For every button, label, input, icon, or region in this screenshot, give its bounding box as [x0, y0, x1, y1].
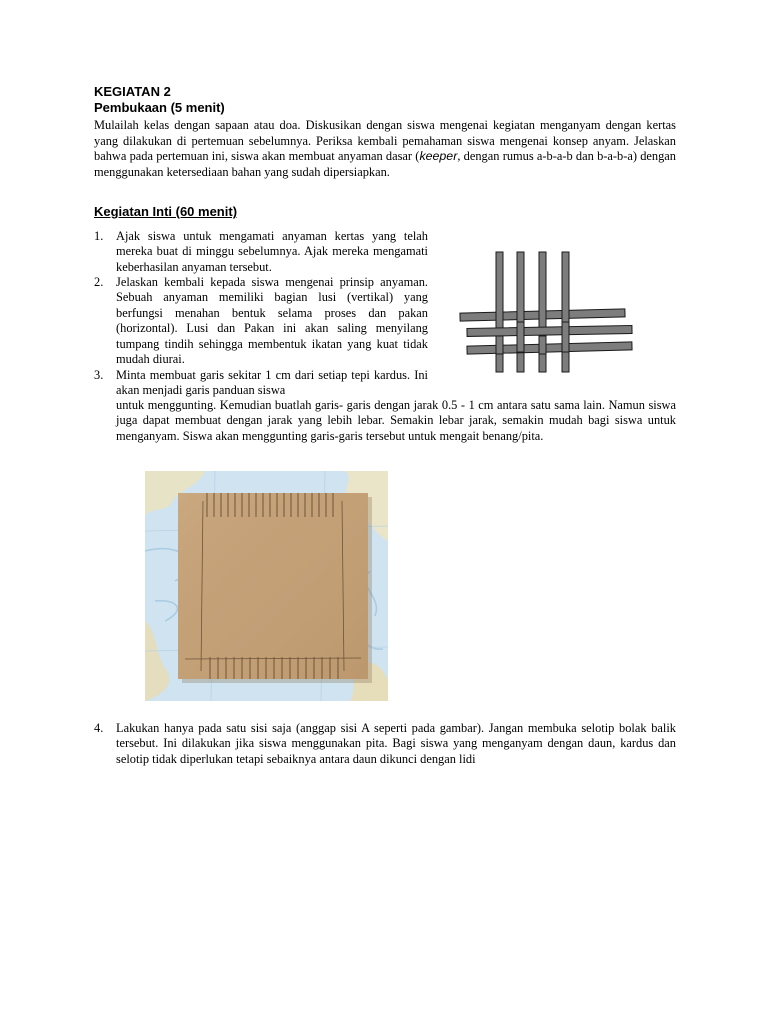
core-title: Kegiatan Inti (60 menit)	[94, 204, 238, 219]
opening-title: Pembukaan (5 menit)	[94, 100, 225, 115]
step-3-text-wide: untuk menggunting. Kemudian buatlah garis- garis dengan jarak 0.5 - 1 cm antara satu sama lain. Namun siswa juga dapat membuat dengan jarak yang lebih lebar. Semakin lebar jarak, semakin mudah bagi siswa untuk menganyam. Siswa akan menggunting garis-garis tersebut untuk mengait benang/pita.	[116, 398, 676, 443]
weave-strip-vertical-top	[517, 322, 524, 352]
intro-italic-term: keeper	[419, 149, 458, 164]
cardboard-inner	[178, 493, 368, 679]
weave-strip-horizontal	[467, 342, 632, 354]
activity-title: KEGIATAN 2	[94, 84, 171, 99]
step-3-text-narrow: Minta membuat garis sekitar 1 cm dari setiap tepi kardus. Ini akan menjadi garis panduan siswa	[116, 368, 428, 398]
cardboard-loom-photo	[145, 471, 388, 701]
step-1-text: Ajak siswa untuk mengamati anyaman kertas yang telah mereka buat di minggu sebelumnya. Ajak mereka mengamati keberhasilan anyaman tersebut.	[116, 229, 428, 274]
weave-strip-vertical-top	[562, 322, 569, 352]
step-4-text: Lakukan hanya pada satu sisi saja (anggap sisi A seperti pada gambar). Jangan membuka selotip bolak balik tersebut. Ini dilakukan jika siswa menggunakan pita. Bagi siswa yang menganyam dengan daun, kardus dan selotip tidak diperlukan tetapi sebaiknya antara daun dikunci dengan lidi	[116, 721, 676, 766]
step-4-number: 4.	[94, 721, 104, 735]
step-2-text: Jelaskan kembali kepada siswa mengenai prinsip anyaman. Sebuah anyaman memiliki bagian lusi (vertikal) yang berfungsi menahan bentuk selama proses dan pakan (horizontal). Lusi dan Pakan ini akan saling menyilang tumpang tindih sehingga membentuk ikatan yang kuat tidak mudah diurai.	[116, 275, 428, 367]
weave-strip-horizontal	[467, 326, 632, 337]
weave-strip-vertical-top	[496, 336, 503, 354]
intro-paragraph	[94, 118, 676, 180]
intro-text-before: Mulailah kelas dengan sapaan atau doa. Diskusikan dengan siswa mengenai kegiatan menganyam dengan kertas yang dilakukan di pertemuan sebelumnya. Periksa kembali pemahaman siswa mengenai konsep anyam. Jelaskan bahwa pada pertemuan ini, siswa akan membuat anyaman dasar (	[94, 118, 676, 164]
weave-strip-vertical	[517, 252, 524, 372]
weave-strip-vertical	[562, 252, 569, 372]
step-2-number: 2.	[94, 275, 104, 289]
step-3-number: 3.	[94, 368, 104, 382]
step-1-number: 1.	[94, 229, 104, 243]
weave-diagram	[455, 248, 635, 383]
weave-strip-vertical-top	[539, 336, 546, 354]
intro-text-after: , dengan rumus a-b-a-b dan b-a-b-a) dengan menggunakan ketersediaan bahan yang sudah dipersiapkan.	[94, 149, 676, 179]
